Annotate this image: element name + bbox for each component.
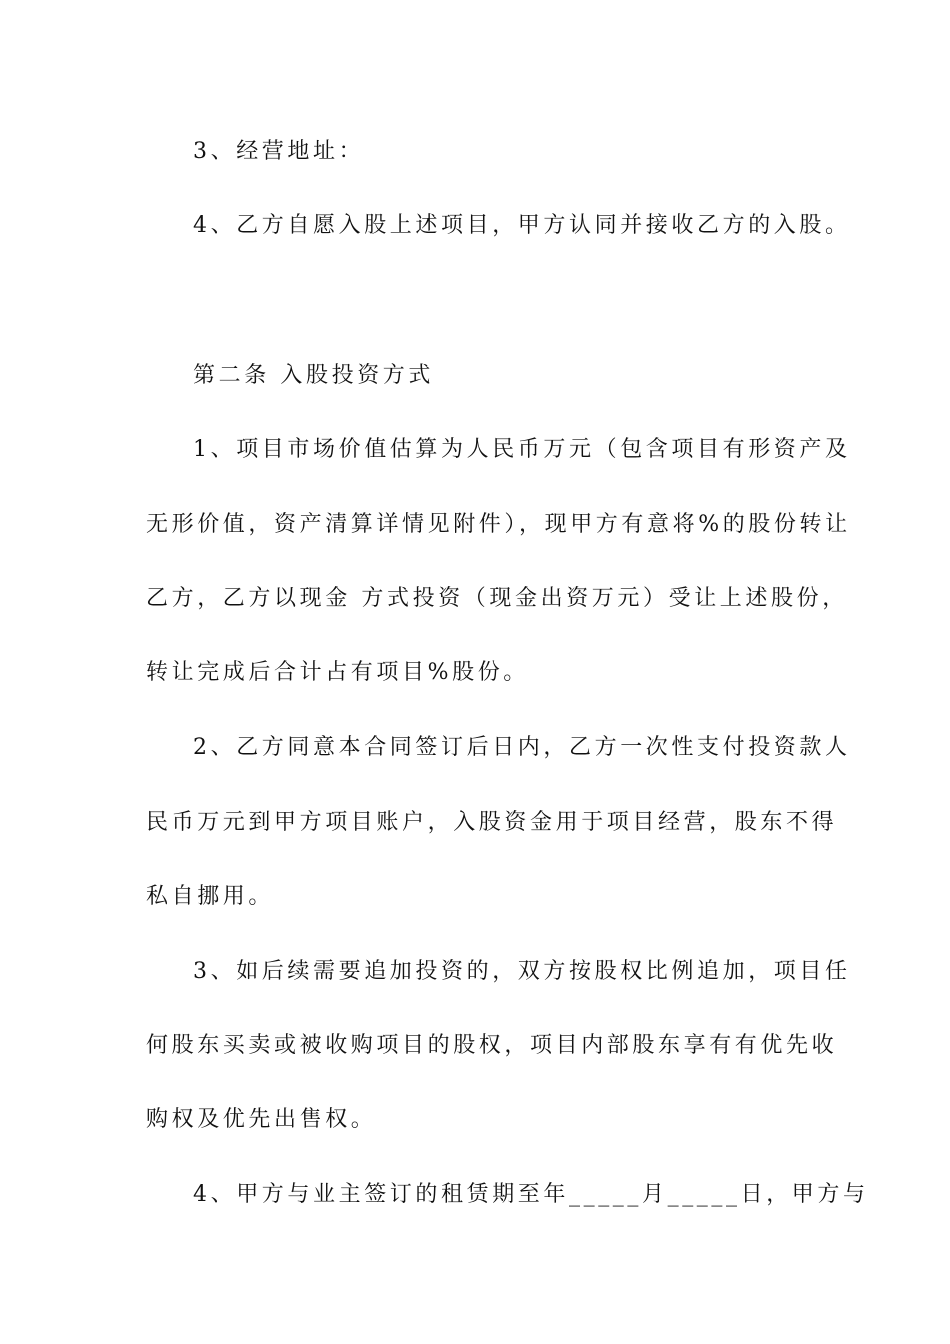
clause-1-item-3: 3、经营地址： [193,139,365,164]
clause-2-item-3-line-1: 3、如后续需要追加投资的，双方按股权比例追加，项目任 [193,959,851,984]
clause-2-item-1-line-4: 转让完成后合计占有项目%股份。 [146,660,529,685]
clause-2-item-1-line-3: 乙方，乙方以现金 方式投资（现金出资万元）受让上述股份， [146,586,848,611]
clause-2-item-2-line-1: 2、乙方同意本合同签订后日内，乙方一次性支付投资款人 [193,735,851,760]
clause-1-item-4: 4、乙方自愿入股上述项目，甲方认同并接收乙方的入股。 [193,213,851,238]
clause-2-item-1-line-2: 无形价值，资产清算详情见附件），现甲方有意将%的股份转让 [146,512,851,537]
clause-2-item-2-line-2: 民币万元到甲方项目账户，入股资金用于项目经营，股东不得 [146,810,838,835]
clause-2-item-1-line-1: 1、项目市场价值估算为人民币万元（包含项目有形资产及 [193,437,851,462]
clause-2-item-2-line-3: 私自挪用。 [146,884,275,909]
clause-2-item-4-line-1: 4、甲方与业主签订的租赁期至年_____月_____日，甲方与 [193,1182,869,1207]
section-heading-article-2: 第二条 入股投资方式 [193,363,434,388]
clause-2-item-3-line-3: 购权及优先出售权。 [146,1107,377,1132]
clause-2-item-3-line-2: 何股东买卖或被收购项目的股权，项目内部股东享有有优先收 [146,1033,838,1058]
